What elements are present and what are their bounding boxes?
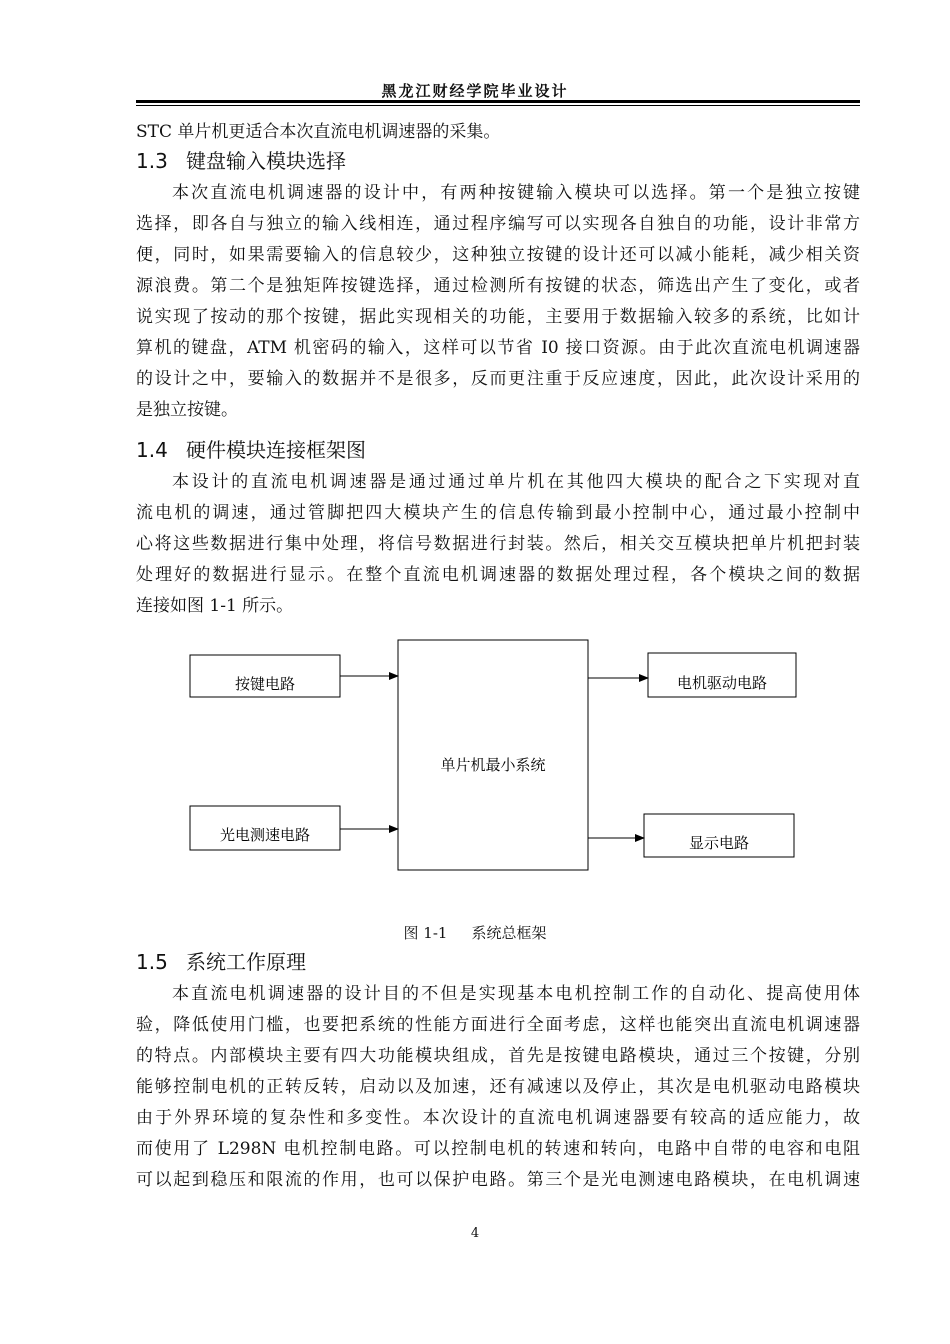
paragraph-line: 处理好的数据进行显示。在整个直流电机调速器的数据处理过程，各个模块之间的数据: [136, 565, 860, 585]
paragraph-line: 说实现了按动的那个按键，据此实现相关的功能，主要用于数据输入较多的系统，比如计: [136, 307, 860, 327]
section-number: 1.4: [136, 438, 168, 462]
paragraph-line: 验，降低使用门槛，也要把系统的性能方面进行全面考虑，这样也能突出直流电机调速器: [136, 1015, 860, 1035]
box-photoelectric-speed-circuit: [190, 806, 340, 850]
paragraph-line: 算机的键盘，ATM 机密码的输入，这样可以节省 I0 接口资源。由于此次直流电机调速器: [136, 338, 860, 358]
box-label-mcu: 单片机最小系统: [440, 756, 546, 774]
paragraph-line: 选择，即各自与独立的输入线相连，通过程序编写可以实现各自独自的功能，设计非常方: [136, 214, 860, 234]
paragraph-line: 由于外界环境的复杂性和多变性。本次设计的直流电机调速器要有较高的适应能力，故: [136, 1108, 860, 1128]
paragraph-line: 连接如图 1-1 所示。: [136, 596, 294, 616]
box-key-circuit: [190, 655, 340, 697]
figure-caption: [0, 922, 950, 943]
paragraph-line: 心将这些数据进行集中处理，将信号数据进行封装。然后，相关交互模块把单片机把封装: [136, 534, 860, 554]
section-heading-1-5: [136, 948, 306, 976]
box-display-circuit: [644, 814, 794, 857]
running-header: 黑龙江财经学院毕业设计: [381, 82, 569, 100]
section-number: 1.5: [136, 950, 168, 974]
paragraph-line: 的设计之中，要输入的数据并不是很多，反而更注重于反应速度，因此，此次设计采用的: [136, 369, 860, 389]
section-title: 系统工作原理: [186, 950, 306, 974]
paragraph-line: 本直流电机调速器的设计目的不但是实现基本电机控制工作的自动化、提高使用体: [172, 984, 860, 1004]
paragraph-line: 而使用了 L298N 电机控制电路。可以控制电机的转速和转向，电路中自带的电容和电阻: [136, 1139, 860, 1159]
figure-caption-text: 系统总框架: [471, 924, 547, 942]
figure-number: 图 1-1: [403, 924, 448, 942]
box-label-display: 显示电路: [688, 834, 750, 852]
paragraph-line: 能够控制电机的正转反转，启动以及加速，还有减速以及停止，其次是电机驱动电路模块: [136, 1077, 860, 1097]
box-label-motor-drive: 电机驱动电路: [676, 674, 768, 692]
paragraph-line: 流电机的调速，通过管脚把四大模块产生的信息传输到最小控制中心，通过最小控制中: [136, 503, 860, 523]
paragraph-line: 源浪费。第二个是独矩阵按键选择，通过检测所有按键的状态，筛选出产生了变化，或者: [136, 276, 860, 296]
section-title: 硬件模块连接框架图: [186, 438, 366, 462]
paragraph-line: 是独立按键。: [136, 400, 238, 420]
paragraph-line: 的特点。内部模块主要有四大功能模块组成，首先是按键电路模块，通过三个按键，分别: [136, 1046, 860, 1066]
paragraph-line: 可以起到稳压和限流的作用，也可以保护电路。第三个是光电测速电路模块，在电机调速: [136, 1170, 860, 1190]
section-title: 键盘输入模块选择: [186, 149, 346, 173]
box-mcu-minimum-system: [398, 640, 588, 870]
paragraph-line: 便，同时，如果需要输入的信息较少，这种独立按键的设计还可以减小能耗，减少相关资: [136, 245, 860, 265]
box-motor-drive-circuit: [648, 653, 796, 697]
section-number: 1.3: [136, 149, 168, 173]
page-number: 4: [470, 1226, 480, 1241]
intro-line: STC 单片机更适合本次直流电机调速器的采集。: [136, 122, 501, 142]
box-label-key-circuit: 按键电路: [234, 675, 296, 693]
box-label-photoelectric: 光电测速电路: [219, 826, 311, 844]
paragraph-line: 本设计的直流电机调速器是通过通过单片机在其他四大模块的配合之下实现对直: [172, 472, 860, 492]
paragraph-line: 本次直流电机调速器的设计中，有两种按键输入模块可以选择。第一个是独立按键: [172, 183, 860, 203]
